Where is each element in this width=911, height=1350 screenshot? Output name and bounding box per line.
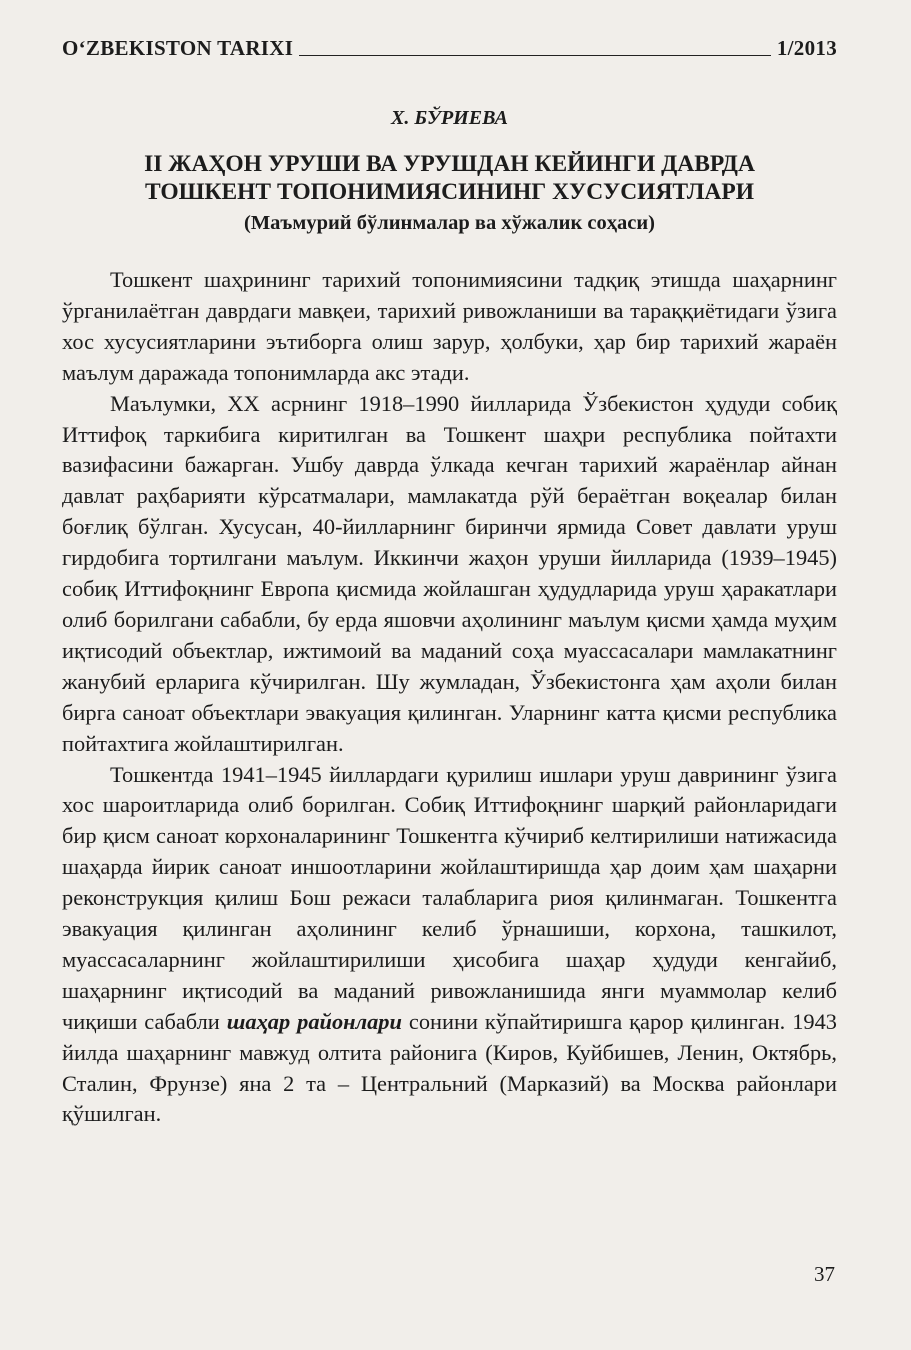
paragraph-3-start: Тошкентда 1941–1945 йиллардаги қурилиш ишлари уруш даврининг ўзига хос шароитларида олиб борилган. Собиқ Иттифоқнинг шарқий районларидаги бир қисм саноат корхоналарининг Тошкентга кўчириб келтирилиши натижасида шаҳарда йирик саноат иншоотларини жойлаштиришда ҳар доим ҳам шаҳарни реконструкция қилиш Бош режаси талабларига риоя қилинмаган. Тошкентга эвакуация қилинган аҳолининг келиб ўрнашиши, корхона, ташкилот, муассасаларнинг жойлаштирилиши ҳисобига шаҳар ҳудуди кенгайиб, шаҳарнинг иқтисодий ва маданий ривожланишида янги муаммолар келиб чиқиши сабабли (62, 761, 837, 1034)
paragraph-1: Тошкент шаҳрининг тарихий топонимиясини тадқиқ этишда шаҳарнинг ўрганилаётган даврдаги мавқеи, тарихий ривожланиши ва тараққиётидаги ўзига хос хусусиятларини эътиборга олиш зарур, ҳолбуки, ҳар бир тарихий жараён маълум даражада топонимларда акс этади. (62, 267, 837, 385)
article-body (62, 265, 837, 1130)
emphasized-term: шаҳар районлари (226, 1008, 402, 1034)
article-title-line-1: II ЖАҲОН УРУШИ ВА УРУШДАН КЕЙИНГИ ДАВРДА (144, 151, 755, 177)
paragraph-3-end: сонини кўпайтиришга қарор қилинган. 1943 йилда шаҳарнинг мавжуд олтита районига (Киров, Куйбишев, Ленин, Октябрь, Сталин, Фрунзе) яна 2 та – Центральний (Марказий) ва Москва районлари қўшилган. (62, 1008, 837, 1127)
paragraph-2: Маълумки, XX асрнинг 1918–1990 йилларида Ўзбекистон ҳудуди собиқ Иттифоқ таркибига киритилган ва Тошкент шаҳри республика пойтахти вазифасини бажарган. Ушбу даврда ўлкада кечган тарихий жараёнлар айнан давлат раҳбарияти кўрсатмалари, мамлакатда рўй бераётган воқеалар билан боғлиқ бўлган. Хусусан, 40-йилларнинг биринчи ярмида Совет давлати уруш гирдобига тортилгани маълум. Иккинчи жаҳон уруши йилларида (1939–1945) собиқ Иттифоқнинг Европа қисмида жойлашган ҳудудларида уруш ҳаракатлари олиб борилгани сабабли, бу ерда яшовчи аҳолининг маълум қисми ҳамда муҳим иқтисодий объектлар, ижтимоий ва маданий соҳа муассасалари мамлакатнинг жанубий ерларига кўчирилган. Шу жумладан, Ўзбекистонга ҳам аҳоли билан бирга саноат объектлари эвакуация қилинган. Уларнинг катта қисми республика пойтахтига жойлаштирилган. (62, 390, 837, 756)
issue-number: 1/2013 (776, 36, 837, 60)
header-rule (299, 55, 771, 56)
page-number: 37 (814, 1262, 835, 1286)
journal-page (62, 36, 837, 1130)
article-title (62, 150, 837, 206)
article-title-line-2: ТОШКЕНТ ТОПОНИМИЯСИНИНГ ХУСУСИЯТЛАРИ (144, 179, 755, 205)
paragraph-3 (62, 760, 837, 1131)
article-author: Х. БЎРИЕВА (391, 107, 508, 129)
article-subtitle: (Маъмурий бўлинмалар ва хўжалик соҳаси) (244, 212, 655, 234)
running-header (62, 36, 837, 61)
journal-title: O‘ZBEKISTON TARIXI (62, 36, 294, 60)
